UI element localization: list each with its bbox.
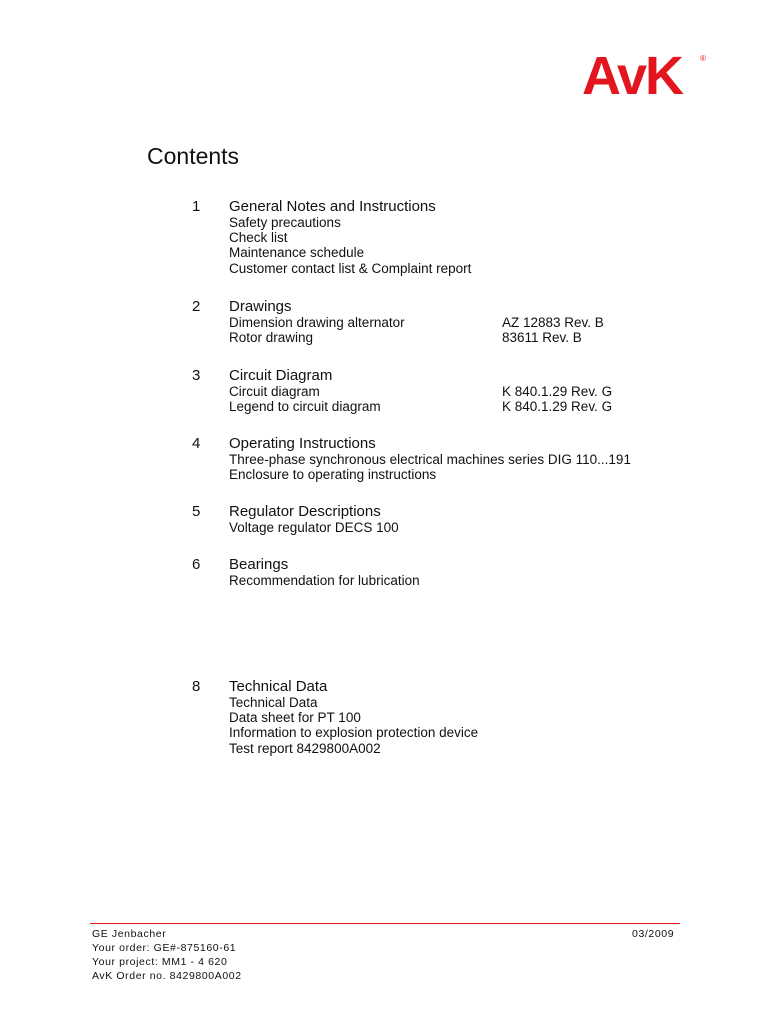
contents-item bbox=[229, 330, 729, 345]
section-number: 4 bbox=[192, 435, 201, 452]
item-text: Voltage regulator DECS 100 bbox=[229, 520, 399, 535]
logo-text: AvK bbox=[582, 46, 683, 106]
contents-item bbox=[229, 573, 729, 588]
contents-item bbox=[229, 710, 729, 725]
footer-line-text: GE Jenbacher bbox=[92, 928, 167, 940]
section-number: 2 bbox=[192, 298, 201, 315]
section-items bbox=[229, 315, 729, 345]
section-number: 3 bbox=[192, 367, 201, 384]
avk-logo bbox=[582, 46, 712, 106]
contents-item bbox=[229, 467, 729, 482]
footer-info bbox=[92, 927, 682, 983]
section-heading: Bearings bbox=[229, 556, 289, 573]
item-text: Maintenance schedule bbox=[229, 245, 365, 261]
contents-item bbox=[229, 230, 729, 245]
item-text: Dimension drawing alternator bbox=[229, 315, 405, 330]
registered-mark: ® bbox=[700, 54, 706, 63]
footer-line-text: Your project: MM1 - 4 620 bbox=[92, 956, 228, 968]
contents-item bbox=[229, 215, 729, 230]
contents-item bbox=[229, 741, 729, 756]
footer-date: 03/2009 bbox=[632, 928, 675, 940]
section-heading: Technical Data bbox=[229, 678, 328, 695]
item-text: Three-phase synchronous electrical machines series DIG 110...191 bbox=[229, 452, 631, 467]
page-title: Contents bbox=[147, 143, 240, 169]
contents-item bbox=[229, 245, 729, 260]
item-reference: K 840.1.29 Rev. G bbox=[502, 384, 613, 399]
footer-line-text: AvK Order no. 8429800A002 bbox=[92, 970, 242, 982]
section-heading: Regulator Descriptions bbox=[229, 503, 381, 520]
contents-item bbox=[229, 452, 729, 467]
item-reference: AZ 12883 Rev. B bbox=[502, 315, 604, 330]
section-heading: Drawings bbox=[229, 298, 292, 315]
item-text: Recommendation for lubrication bbox=[229, 573, 420, 588]
item-text: Information to explosion protection device bbox=[229, 725, 479, 741]
footer-line-text: Your order: GE#-875160-61 bbox=[92, 942, 237, 954]
item-text: Data sheet for PT 100 bbox=[229, 710, 361, 726]
section-items bbox=[229, 215, 729, 276]
section-items bbox=[229, 573, 729, 588]
item-text: Circuit diagram bbox=[229, 384, 320, 399]
contents-item bbox=[229, 399, 729, 414]
contents-item bbox=[229, 261, 729, 276]
item-reference: K 840.1.29 Rev. G bbox=[502, 399, 613, 415]
contents-item bbox=[229, 725, 729, 740]
footer-divider bbox=[90, 923, 680, 924]
contents-item bbox=[229, 695, 729, 710]
item-text: Legend to circuit diagram bbox=[229, 399, 381, 415]
item-reference: 83611 Rev. B bbox=[502, 330, 582, 346]
section-items bbox=[229, 520, 729, 535]
item-text: Customer contact list & Complaint report bbox=[229, 260, 472, 276]
section-items bbox=[229, 384, 729, 414]
contents-item bbox=[229, 384, 729, 399]
item-text: Enclosure to operating instructions bbox=[229, 467, 437, 483]
section-number: 8 bbox=[192, 678, 201, 695]
section-number: 1 bbox=[192, 198, 201, 215]
section-items bbox=[229, 452, 729, 482]
section-heading: Operating Instructions bbox=[229, 435, 376, 452]
item-text: Test report 8429800A002 bbox=[229, 740, 381, 756]
item-text: Safety precautions bbox=[229, 215, 341, 230]
item-text: Technical Data bbox=[229, 695, 318, 710]
section-heading: Circuit Diagram bbox=[229, 367, 333, 384]
section-number: 5 bbox=[192, 503, 201, 520]
section-heading: General Notes and Instructions bbox=[229, 198, 436, 215]
section-items bbox=[229, 695, 729, 756]
item-text: Check list bbox=[229, 230, 288, 246]
contents-item bbox=[229, 520, 729, 535]
contents-item bbox=[229, 315, 729, 330]
item-text: Rotor drawing bbox=[229, 330, 314, 346]
section-number: 6 bbox=[192, 556, 201, 573]
